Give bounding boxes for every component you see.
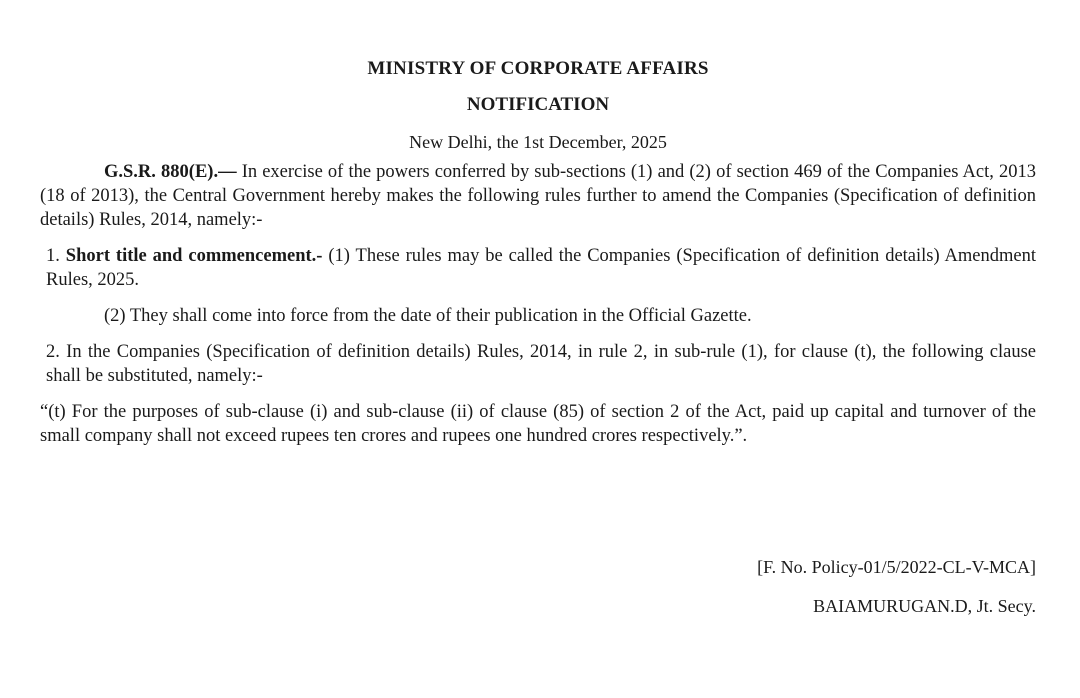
dateline: New Delhi, the 1st December, 2025 [409, 132, 667, 152]
rule-1-text: (1) These rules may be called the Companies (Specification of definition details) Amendment Rules, 2025. [46, 246, 1037, 290]
notification-document [40, 0, 1036, 698]
file-number: [F. No. Policy-01/5/2022-CL-V-MCA] [757, 557, 1036, 577]
ministry-heading: MINISTRY OF CORPORATE AFFAIRS [367, 58, 709, 79]
gsr-text: In exercise of the powers conferred by sub-sections (1) and (2) of section 469 of the Companies Act, 2013 (18 of 2013), the Central Government hereby makes the following rules further to amend the Companies (Specification of definition details) Rules, 2014, namely:- [40, 162, 1037, 230]
notification-heading: NOTIFICATION [466, 94, 610, 115]
substituted-clause: “(t) For the purposes of sub-clause (i) and sub-clause (ii) of clause (85) of section 2 of the Act, paid up capital and turnover of the small company shall not exceed rupees ten crores and rupees one hundred crores respectively.”. [40, 402, 1036, 446]
rule-1-title: Short title and commencement.- [65, 246, 323, 266]
gsr-reference: G.S.R. 880(E).— [104, 162, 237, 182]
rule-2-paragraph: 2. In the Companies (Specification of definition details) Rules, 2014, in rule 2, in sub-rule (1), for clause (t), the following clause shall be substituted, namely:- [46, 342, 1036, 386]
gsr-paragraph [40, 160, 1036, 232]
rule-1-sub-2: (2) They shall come into force from the date of their publication in the Official Gazette. [104, 306, 752, 326]
rule-1-paragraph [40, 244, 1036, 292]
rule-1-number: 1. [46, 246, 66, 266]
signatory: BAIAMURUGAN.D, Jt. Secy. [813, 596, 1036, 616]
